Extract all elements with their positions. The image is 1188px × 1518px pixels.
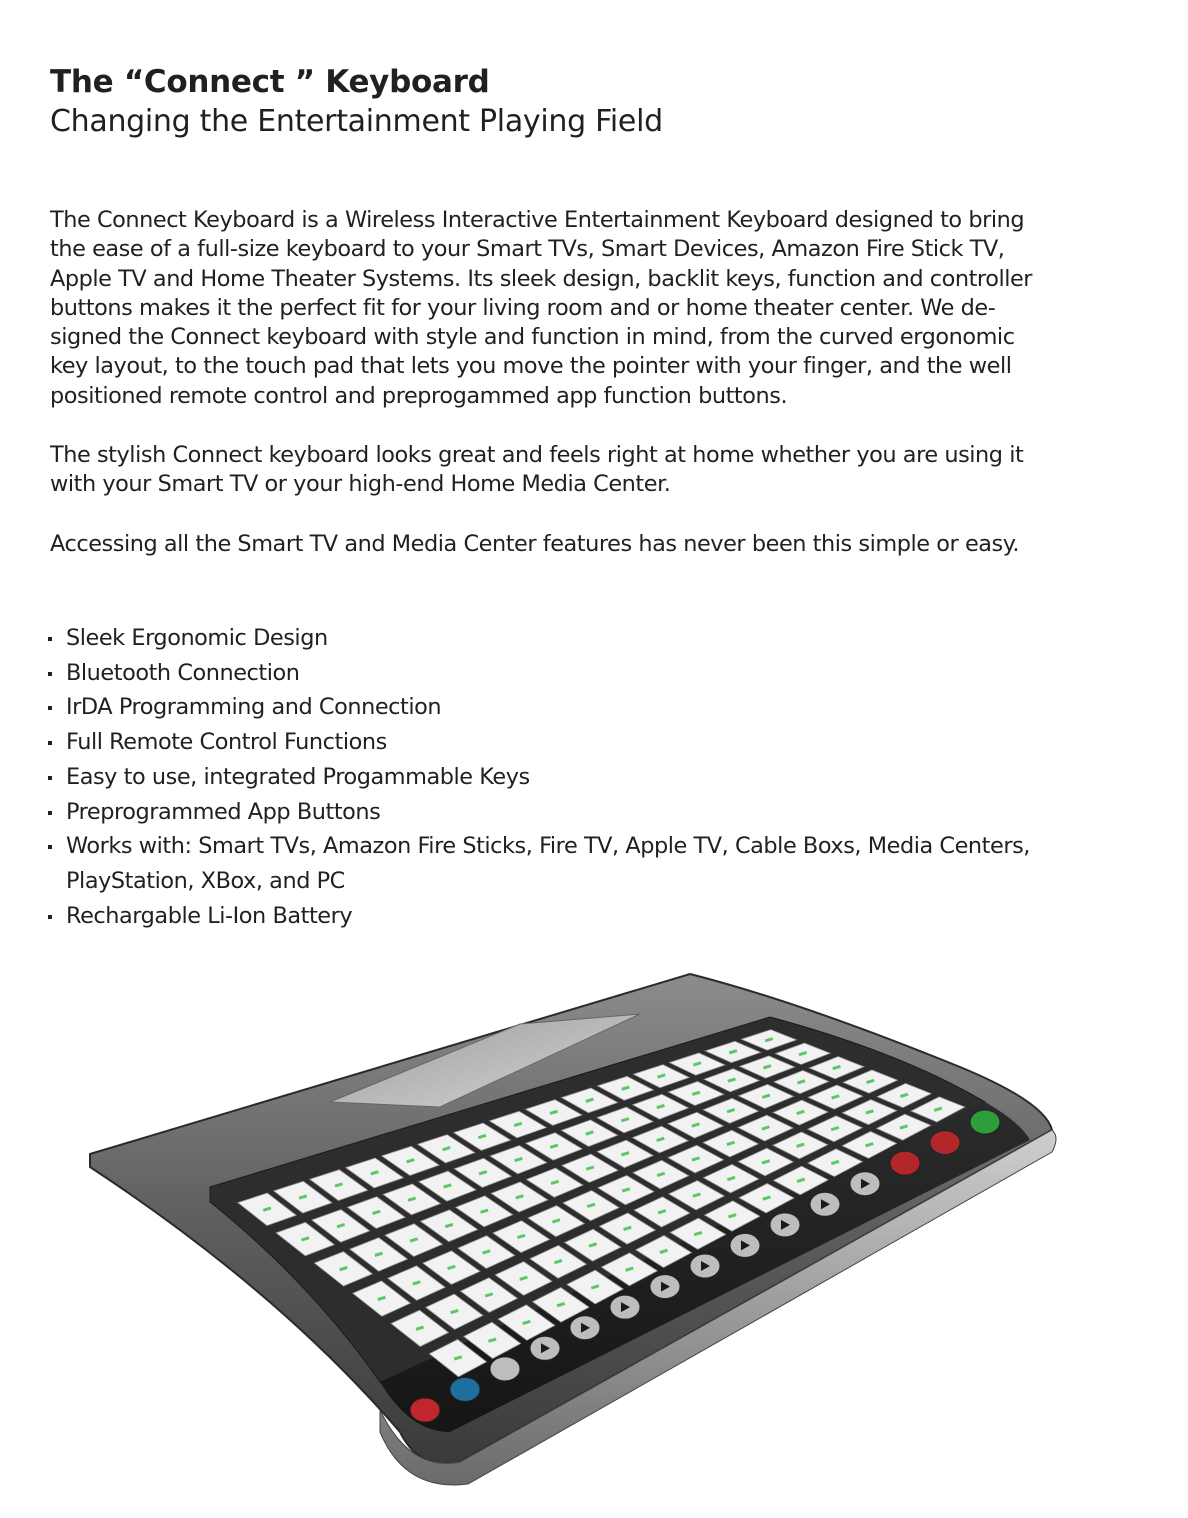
paragraph-line: The Connect Keyboard is a Wireless Interactive Entertainment Keyboard designed to bring — [50, 207, 1025, 233]
bullet-icon — [48, 915, 52, 919]
feature-item: Works with: Smart TVs, Amazon Fire Sticks, Fire TV, Apple TV, Cable Boxs, Media Centers, PlayStation, XBox, and PC — [44, 829, 1154, 898]
page-subtitle: Changing the Entertainment Playing Field — [50, 104, 663, 139]
feature-item: Bluetooth Connection — [44, 656, 1154, 691]
feature-item: Full Remote Control Functions — [44, 725, 1154, 760]
bullet-icon — [48, 706, 52, 710]
feature-item: Rechargable Li-Ion Battery — [44, 899, 1154, 934]
bullet-icon — [48, 741, 52, 745]
intro-paragraph — [50, 206, 1150, 411]
info-button — [450, 1377, 480, 1401]
bullet-icon — [48, 776, 52, 780]
paragraph-line: positioned remote control and preprogammed app function buttons. — [50, 382, 788, 409]
paragraph-line: the ease of a full-size keyboard to your Smart TVs, Smart Devices, Amazon Fire Stick TV, — [50, 236, 1005, 263]
feature-item: IrDA Programming and Connection — [44, 690, 1154, 725]
paragraph-line: key layout, to the touch pad that lets you move the pointer with your finger, and the well — [50, 353, 1012, 380]
app-button — [890, 1151, 920, 1175]
style-paragraph — [50, 441, 1150, 500]
app-button — [970, 1110, 1000, 1134]
bullet-icon — [48, 845, 52, 849]
power-button — [410, 1398, 440, 1422]
paragraph-line: Apple TV and Home Theater Systems. Its sleek design, backlit keys, function and controller — [50, 265, 1033, 292]
paragraph-line: buttons makes it the perfect fit for your living room and or home theater center. We de- — [50, 294, 996, 321]
paragraph-line: The stylish Connect keyboard looks great and feels right at home whether you are using it — [50, 442, 1024, 468]
bullet-icon — [48, 637, 52, 641]
summary-paragraph: Accessing all the Smart TV and Media Center features has never been this simple or easy. — [50, 531, 1020, 557]
app-button — [930, 1131, 960, 1155]
paragraph-line: with your Smart TV or your high-end Home Media Center. — [50, 471, 671, 498]
bullet-icon — [48, 811, 52, 815]
feature-item: Sleek Ergonomic Design — [44, 621, 1154, 656]
page-title: The “Connect ” Keyboard — [50, 64, 490, 100]
feature-item: Preprogrammed App Buttons — [44, 795, 1154, 830]
feature-list — [44, 621, 1154, 933]
paragraph-line: signed the Connect keyboard with style and function in mind, from the curved ergonomic — [50, 324, 1015, 351]
media-control-button — [490, 1357, 520, 1381]
bullet-icon — [48, 672, 52, 676]
feature-item: Easy to use, integrated Progammable Keys — [44, 760, 1154, 795]
keyboard-illustration — [80, 962, 1070, 1492]
